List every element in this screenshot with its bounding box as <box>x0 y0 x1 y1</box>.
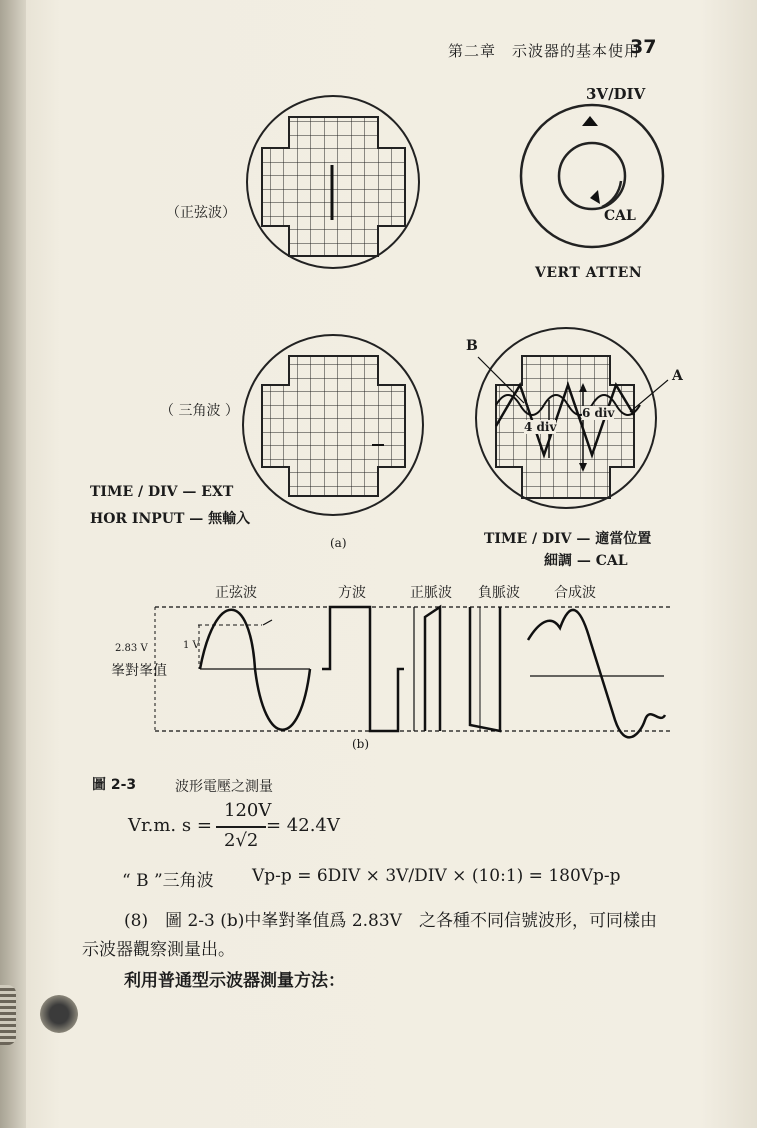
knob-pointer-icon <box>582 116 598 126</box>
paragraph-line-1: (8) 圖 2-3 (b)中峯對峯值爲 2.83V 之各種不同信號波形，可同樣由 <box>124 911 657 931</box>
triangle-label: （ 三角波 ） <box>160 403 239 419</box>
time-div-position: TIME / DIV — 適當位置 <box>484 531 652 547</box>
vrms-denominator: 2√2 <box>224 830 259 851</box>
label-negative-pulse: 負脈波 <box>478 585 520 601</box>
label-sine-wave: 正弦波 <box>215 585 257 601</box>
label-positive-pulse: 正脈波 <box>410 585 452 601</box>
knob-cal-label: CAL <box>604 208 636 224</box>
scope-screen-sine <box>247 96 419 268</box>
vrms-result: = 42.4V <box>266 815 340 836</box>
sublabel-b: (b) <box>352 737 370 751</box>
positive-pulse <box>425 607 440 731</box>
scope-screen-measure <box>476 328 668 508</box>
fraction-bar <box>216 826 266 828</box>
point-b-label: B <box>466 338 478 354</box>
sine-label: （正弦波） <box>166 205 236 221</box>
point-a-label: A <box>672 368 683 384</box>
negative-pulse <box>470 607 500 731</box>
four-div-label: 4 div <box>524 420 557 434</box>
chapter-header: 第二章 示波器的基本使用 <box>448 42 641 60</box>
vrms-lhs: Vr.m. s = <box>128 815 212 836</box>
page-number: 37 <box>630 36 657 58</box>
hor-input: HOR INPUT — 無輸入 <box>90 511 251 527</box>
scope-screen-triangle <box>243 335 423 515</box>
cal-arrow-icon <box>590 190 600 204</box>
paragraph-line-2: 示波器觀察測量出。 <box>82 940 235 960</box>
label-square-wave: 方波 <box>338 585 366 601</box>
vrms-numerator: 120V <box>224 800 272 821</box>
waveform-panel <box>155 607 672 737</box>
six-div-label: 6 div <box>582 406 615 420</box>
vert-atten-knob <box>521 105 663 247</box>
sublabel-a: (a) <box>330 536 347 550</box>
label-composite-wave: 合成波 <box>554 585 596 601</box>
time-div-ext: TIME / DIV — EXT <box>90 484 234 500</box>
figure-caption: 波形電壓之測量 <box>175 779 273 795</box>
fine-cal: 細調 — CAL <box>544 553 628 569</box>
square-wave <box>322 607 404 731</box>
figure-number: 圖 2-3 <box>92 777 137 793</box>
label-1v: 1 V <box>183 640 200 651</box>
label-2-83v: 2.83 V <box>115 643 148 654</box>
composite-wave <box>528 610 665 737</box>
vert-atten-label: VERT ATTEN <box>535 265 643 281</box>
vpp-formula: Vp-p = 6DIV × 3V/DIV × (10:1) = 180Vp-p <box>252 866 621 886</box>
b-triangle-label: “ B ”三角波 <box>122 871 214 891</box>
sine-wave <box>200 610 310 730</box>
section-heading: 利用普通型示波器測量方法： <box>124 971 345 991</box>
label-peak-to-peak: 峯對峯值 <box>111 663 167 679</box>
knob-range-label: 3V/DIV <box>586 85 646 103</box>
